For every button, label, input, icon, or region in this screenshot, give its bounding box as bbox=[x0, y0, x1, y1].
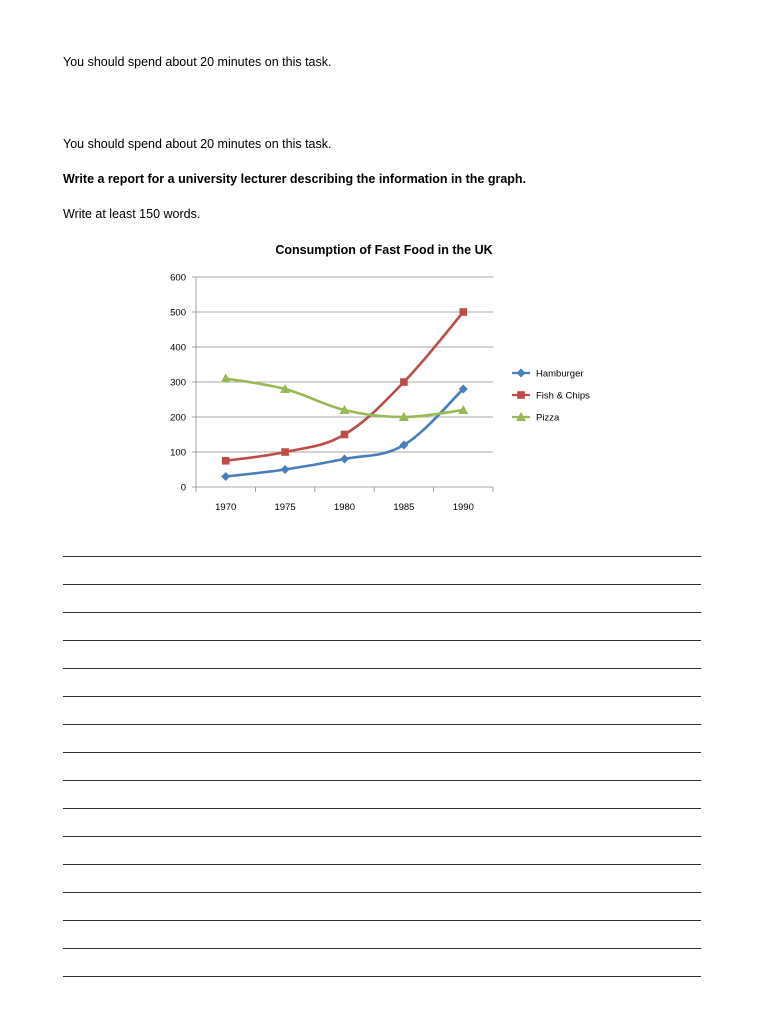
fast-food-line-chart bbox=[150, 236, 630, 526]
chart-axes bbox=[170, 273, 493, 514]
x-tick-label: 1985 bbox=[393, 502, 415, 513]
data-point bbox=[400, 378, 408, 386]
answer-area[interactable] bbox=[63, 556, 701, 1004]
answer-line[interactable] bbox=[63, 752, 701, 780]
legend-marker bbox=[517, 391, 525, 399]
x-tick-label: 1980 bbox=[333, 502, 356, 513]
answer-line[interactable] bbox=[63, 892, 701, 920]
answer-line[interactable] bbox=[63, 556, 701, 584]
chart-title: Consumption of Fast Food in the UK bbox=[275, 243, 493, 257]
answer-line[interactable] bbox=[63, 836, 701, 864]
data-point bbox=[281, 448, 289, 456]
y-tick-label: 100 bbox=[170, 447, 186, 459]
series-line bbox=[226, 312, 464, 461]
y-tick-label: 0 bbox=[180, 482, 186, 494]
word-count-note: Write at least 150 words. bbox=[63, 207, 201, 221]
series-fish-chips bbox=[222, 308, 467, 464]
y-tick-label: 600 bbox=[170, 272, 186, 284]
time-note-repeat: You should spend about 20 minutes on this task. bbox=[63, 137, 332, 151]
legend-marker bbox=[517, 369, 526, 378]
answer-line[interactable] bbox=[63, 668, 701, 696]
y-tick-label: 500 bbox=[170, 307, 186, 319]
data-point bbox=[281, 465, 290, 474]
answer-line[interactable] bbox=[63, 864, 701, 892]
data-point bbox=[221, 472, 230, 481]
task-instruction: Write a report for a university lecturer describing the information in the graph. bbox=[63, 172, 527, 186]
x-tick-label: 1970 bbox=[215, 502, 237, 513]
answer-line[interactable] bbox=[63, 780, 701, 808]
y-tick-label: 300 bbox=[170, 377, 186, 389]
data-point bbox=[341, 431, 349, 439]
data-point bbox=[460, 308, 468, 316]
answer-line[interactable] bbox=[63, 976, 701, 1004]
answer-line[interactable] bbox=[63, 696, 701, 724]
answer-line[interactable] bbox=[63, 640, 701, 668]
x-tick-label: 1990 bbox=[452, 502, 474, 513]
answer-line[interactable] bbox=[63, 724, 701, 752]
chart-series bbox=[221, 308, 469, 481]
data-point bbox=[340, 455, 349, 464]
legend-label: Hamburger bbox=[536, 368, 584, 380]
time-note: You should spend about 20 minutes on this task. bbox=[63, 55, 332, 69]
y-tick-label: 400 bbox=[170, 342, 186, 354]
answer-line[interactable] bbox=[63, 584, 701, 612]
series-pizza bbox=[221, 374, 469, 422]
answer-line[interactable] bbox=[63, 808, 701, 836]
chart-legend bbox=[512, 369, 590, 424]
legend-label: Pizza bbox=[536, 412, 560, 424]
data-point bbox=[222, 457, 230, 465]
legend-label: Fish & Chips bbox=[536, 390, 590, 402]
y-tick-label: 200 bbox=[170, 412, 186, 424]
answer-line[interactable] bbox=[63, 948, 701, 976]
answer-line[interactable] bbox=[63, 920, 701, 948]
answer-line[interactable] bbox=[63, 612, 701, 640]
x-tick-label: 1975 bbox=[274, 502, 296, 513]
chart-gridlines bbox=[196, 277, 493, 452]
